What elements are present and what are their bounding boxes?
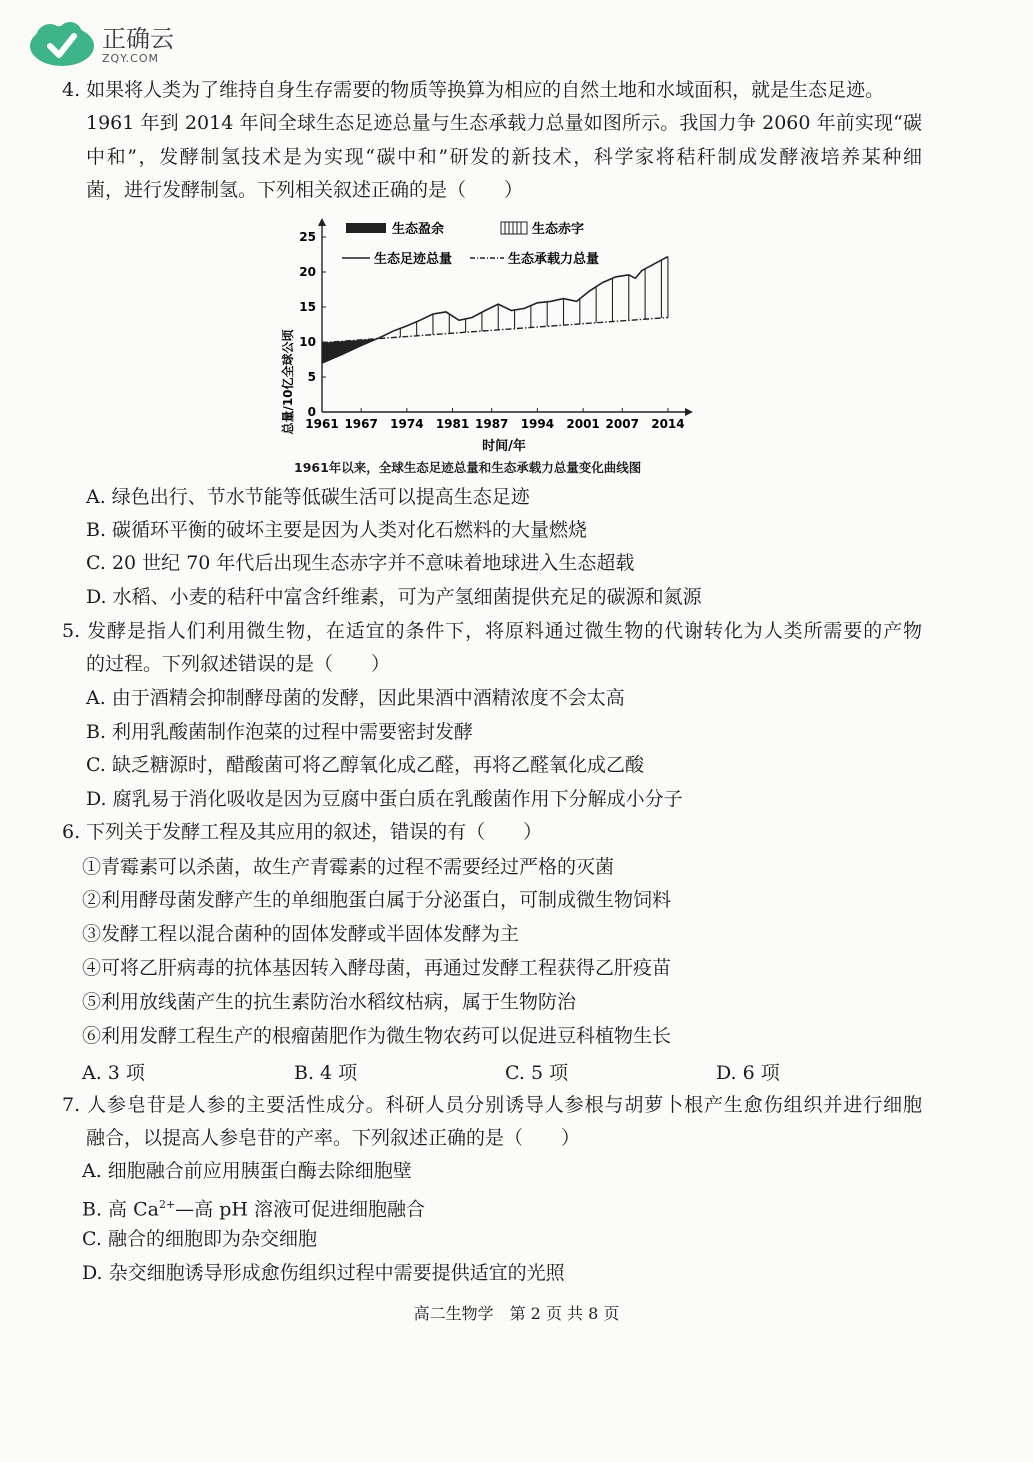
x-tick-label: 1967 <box>344 417 378 431</box>
legend-capacity: 生态承载力总量 <box>508 252 600 267</box>
y-axis-arrow <box>318 218 326 226</box>
y-tick-label: 20 <box>299 265 316 279</box>
q7-option-d: D. 杂交细胞诱导形成愈伤组织过程中需要提供适宜的光照 <box>82 1262 565 1284</box>
x-tick-label: 2014 <box>651 417 685 431</box>
x-tick-label: 1987 <box>475 417 509 431</box>
q7-option-b <box>82 1193 425 1221</box>
q5-option-a: A. 由于酒精会抑制酵母菌的发酵，因此果酒中酒精浓度不会太高 <box>86 687 625 709</box>
y-tick-label: 25 <box>299 230 316 244</box>
q6-choice-b: B. 4 项 <box>294 1062 358 1084</box>
q6-choice-c: C. 5 项 <box>505 1062 569 1084</box>
legend-swatch-surplus <box>346 223 386 233</box>
q5-line-1: 5. 发酵是指人们利用微生物，在适宜的条件下，将原料通过微生物的代谢转化为人类所需要的产物 <box>62 620 922 642</box>
q4-option-d: D. 水稻、小麦的秸秆中富含纤维素，可为产氢细菌提供充足的碳源和氮源 <box>86 586 702 608</box>
q4-line-3: 中和”，发酵制氢技术是为实现“碳中和”研发的新技术，科学家将秸秆制成发酵液培养某种细 <box>86 146 922 168</box>
q4-option-a: A. 绿色出行、节水节能等低碳生活可以提高生态足迹 <box>86 486 530 508</box>
y-tick-label: 15 <box>299 300 316 314</box>
q6-item-5: ⑤利用放线菌产生的抗生素防治水稻纹枯病，属于生物防治 <box>82 991 577 1013</box>
page-footer: 高二生物学 第 2 页 共 8 页 <box>413 1304 620 1323</box>
q4-line-2: 1961 年到 2014 年间全球生态足迹总量与生态承载力总量如图所示。我国力争 2060 年前实现“碳 <box>86 112 922 134</box>
brand-url: ZQY.COM <box>102 51 160 65</box>
q7-option-c: C. 融合的细胞即为杂交细胞 <box>82 1228 317 1250</box>
x-axis-label: 时间/年 <box>482 439 526 454</box>
q4-option-b: B. 碳循环平衡的破坏主要是因为人类对化石燃料的大量燃烧 <box>86 519 588 541</box>
footprint-chart <box>276 212 706 484</box>
legend-deficit: 生态赤字 <box>532 222 585 237</box>
y-tick-label: 10 <box>299 335 316 349</box>
q7-option-b-superscript: 2+ <box>158 1198 176 1211</box>
x-axis-arrow <box>685 408 693 416</box>
footprint-line <box>322 257 668 363</box>
x-tick-label: 1994 <box>520 417 555 431</box>
q6-choice-a: A. 3 项 <box>82 1062 145 1084</box>
legend-swatch-deficit <box>501 222 527 234</box>
chart-svg <box>276 212 706 462</box>
q6-choice-d: D. 6 项 <box>716 1062 780 1084</box>
q6-item-3: ③发酵工程以混合菌种的固体发酵或半固体发酵为主 <box>82 923 520 945</box>
q7-line-2: 融合，以提高人参皂苷的产率。下列叙述正确的是（ ） <box>86 1127 581 1149</box>
q6-stem: 6. 下列关于发酵工程及其应用的叙述，错误的有（ ） <box>62 821 543 843</box>
q6-item-4: ④可将乙肝病毒的抗体基因转入酵母菌，再通过发酵工程获得乙肝疫苗 <box>82 957 672 979</box>
q5-option-c: C. 缺乏糖源时，醋酸菌可将乙醇氧化成乙醛，再将乙醛氧化成乙酸 <box>86 754 644 776</box>
chart-caption: 1961年以来，全球生态足迹总量和生态承载力总量变化曲线图 <box>294 460 642 475</box>
q4-option-c: C. 20 世纪 70 年代后出现生态赤字并不意味着地球进入生态超载 <box>86 552 635 574</box>
y-axis-label: 总量/10亿全球公顷 <box>281 329 295 435</box>
q7-line-1: 7. 人参皂苷是人参的主要活性成分。科研人员分别诱导人参根与胡萝卜根产生愈伤组织并进行细胞 <box>62 1094 922 1116</box>
q6-item-6: ⑥利用发酵工程生产的根瘤菌肥作为微生物农药可以促进豆科植物生长 <box>82 1025 672 1047</box>
brand-logo <box>28 20 174 70</box>
q5-option-b: B. 利用乳酸菌制作泡菜的过程中需要密封发酵 <box>86 721 474 743</box>
q5-line-2: 的过程。下列叙述错误的是（ ） <box>86 653 391 675</box>
x-tick-label: 2007 <box>605 417 639 431</box>
check-shield-icon <box>28 20 96 70</box>
y-tick-label: 5 <box>307 370 316 384</box>
q5-option-d: D. 腐乳易于消化吸收是因为豆腐中蛋白质在乳酸菌作用下分解成小分子 <box>86 788 683 810</box>
x-tick-label: 1974 <box>390 417 424 431</box>
q7-option-a: A. 细胞融合前应用胰蛋白酶去除细胞壁 <box>82 1160 412 1182</box>
brand-name: 正确云 <box>102 24 174 53</box>
legend-footprint: 生态足迹总量 <box>374 252 453 267</box>
q7-option-b-head: B. 高 Ca <box>82 1198 159 1221</box>
legend-surplus: 生态盈余 <box>392 222 445 237</box>
x-tick-label: 1981 <box>435 417 470 431</box>
q6-item-2: ②利用酵母菌发酵产生的单细胞蛋白属于分泌蛋白，可制成微生物饲料 <box>82 889 672 911</box>
q7-option-b-tail: —高 pH 溶液可促进细胞融合 <box>175 1198 425 1221</box>
q4-line-1: 4. 如果将人类为了维持自身生存需要的物质等换算为相应的自然土地和水域面积，就是生态足迹。 <box>62 79 885 101</box>
q6-item-1: ①青霉素可以杀菌，故生产青霉素的过程不需要经过严格的灭菌 <box>82 856 615 878</box>
x-tick-label: 1961 <box>305 417 339 431</box>
x-tick-label: 2001 <box>566 417 600 431</box>
y-tick-label: 0 <box>307 405 316 419</box>
q4-line-4: 菌，进行发酵制氢。下列相关叙述正确的是（ ） <box>86 179 524 201</box>
